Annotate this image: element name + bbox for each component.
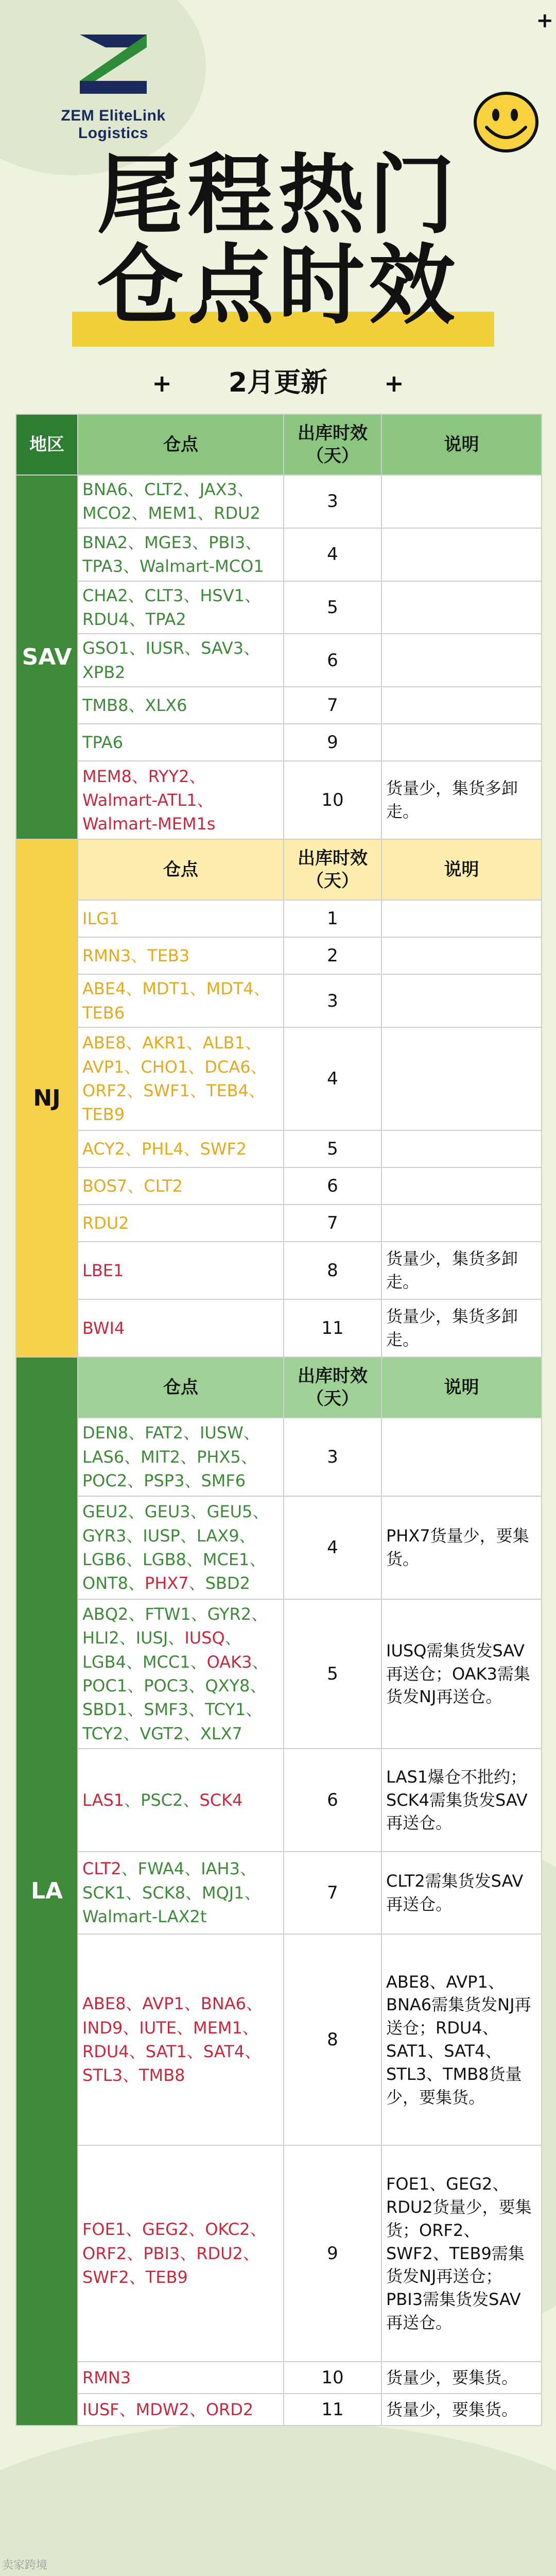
subtitle-text: 2月更新: [228, 367, 328, 398]
days-cell: 10: [284, 761, 381, 839]
warehouse-cell: IUSF、MDW2、ORD2: [78, 2394, 284, 2426]
table-row: [16, 581, 542, 634]
note-cell: [381, 1130, 542, 1167]
table-header-row: [16, 414, 542, 475]
warehouse-code: SCK4: [199, 1790, 243, 1810]
header-note: 说明: [381, 414, 542, 475]
note-cell: 货量少，集货多卸走。: [381, 761, 542, 839]
warehouse-cell: FOE1、GEG2、OKC2、ORF2、PBI3、RDU2、SWF2、TEB9: [78, 2145, 284, 2362]
table-row: [16, 687, 542, 724]
table-header-row: [16, 839, 542, 900]
table-row: [16, 1299, 542, 1357]
table-row: [16, 475, 542, 528]
note-cell: 货量少，集货多卸走。: [381, 1299, 542, 1357]
days-cell: 5: [284, 581, 381, 634]
page-title-line1: 尾程热门: [97, 145, 459, 246]
region-cell: SAV: [16, 475, 78, 839]
warehouse-cell: BNA2、MGE3、PBI3、TPA3、Walmart-MCO1: [78, 528, 284, 581]
table-row: [16, 724, 542, 761]
days-cell: 11: [284, 2394, 381, 2426]
days-cell: 3: [284, 1418, 381, 1496]
days-cell: 10: [284, 2362, 381, 2394]
header-note: 说明: [381, 839, 542, 900]
timing-table: [15, 414, 542, 2426]
days-cell: 4: [284, 528, 381, 581]
table-row: [16, 1167, 542, 1205]
days-cell: 6: [284, 1167, 381, 1205]
days-cell: 5: [284, 1130, 381, 1167]
table-row: [16, 634, 542, 687]
smiley-icon: [471, 90, 541, 155]
table-row: [16, 974, 542, 1027]
warehouse-cell: BNA6、CLT2、JAX3、MCO2、MEM1、RDU2: [78, 475, 284, 528]
table-header-row: [16, 1357, 542, 1418]
header-days: 出库时效（天）: [284, 1357, 381, 1418]
warehouse-code: 、FWA4、IAH3、SCK1、SCK8、MQJ1、Walmart-LAX2t: [82, 1859, 261, 1927]
footer: [0, 2550, 556, 2576]
days-cell: 2: [284, 937, 381, 974]
note-cell: 货量少，要集货。: [381, 2394, 542, 2426]
warehouse-cell: TPA6: [78, 724, 284, 761]
warehouse-cell: ABE4、MDT1、MDT4、TEB6: [78, 974, 284, 1027]
note-cell: [381, 974, 542, 1027]
table-row: [16, 528, 542, 581]
timing-table-container: [15, 414, 541, 2426]
note-cell: [381, 634, 542, 687]
warehouse-code: PHX7: [145, 1573, 189, 1594]
days-cell: 6: [284, 634, 381, 687]
warehouse-cell: LBE1: [78, 1242, 284, 1299]
table-row: [16, 2145, 542, 2362]
table-row: [16, 2394, 542, 2426]
table-row: [16, 1027, 542, 1130]
warehouse-cell: RMN3: [78, 2362, 284, 2394]
header-region: 地区: [16, 414, 78, 475]
warehouse-cell: RDU2: [78, 1205, 284, 1242]
table-row: [16, 2362, 542, 2394]
header-warehouse: 仓点: [78, 839, 284, 900]
note-cell: IUSQ需集货发SAV再送仓；OAK3需集货发NJ再送仓。: [381, 1599, 542, 1749]
note-cell: CLT2需集货发SAV再送仓。: [381, 1852, 542, 1934]
note-cell: LAS1爆仓不批约；SCK4需集货发SAV再送仓。: [381, 1749, 542, 1852]
warehouse-cell: DEN8、FAT2、IUSW、LAS6、MIT2、PHX5、POC2、PSP3、SMF6: [78, 1418, 284, 1496]
table-row: [16, 761, 542, 839]
page-title-line2: 仓点时效: [97, 235, 459, 336]
warehouse-cell: [78, 1496, 284, 1599]
note-cell: [381, 900, 542, 937]
warehouse-cell: [78, 1852, 284, 1934]
table-row: [16, 1418, 542, 1496]
warehouse-cell: ABE8、AKR1、ALB1、AVP1、CHO1、DCA6、ORF2、SWF1、TEB4、TEB9: [78, 1027, 284, 1130]
header-days: 出库时效（天）: [284, 414, 381, 475]
header-warehouse: 仓点: [78, 414, 284, 475]
warehouse-code: GEU2、GEU3、GEU5、GYR3、IUSP、LAX9、LGB6、LGB8、MCE1、ONT8、: [82, 1502, 269, 1594]
days-cell: 1: [284, 900, 381, 937]
warehouse-cell: ILG1: [78, 900, 284, 937]
warehouse-cell: RMN3、TEB3: [78, 937, 284, 974]
warehouse-code: 、SBD2: [188, 1573, 250, 1594]
header-warehouse: 仓点: [78, 1357, 284, 1418]
warehouse-cell: MEM8、RYY2、Walmart-ATL1、Walmart-MEM1s: [78, 761, 284, 839]
warehouse-code: 、LGB4、MCC1、: [82, 1628, 241, 1672]
note-cell: [381, 937, 542, 974]
note-cell: PHX7货量少，要集货。: [381, 1496, 542, 1599]
note-cell: [381, 1418, 542, 1496]
warehouse-code: LAS1: [82, 1790, 125, 1810]
region-cell: LA: [16, 1357, 78, 2426]
region-cell: NJ: [16, 839, 78, 1357]
warehouse-cell: ABE8、AVP1、BNA6、IND9、IUTE、MEM1、RDU4、SAT1、SAT4、STL3、TMB8: [78, 1934, 284, 2145]
subtitle: [0, 361, 556, 399]
days-cell: 3: [284, 475, 381, 528]
warehouse-code: 、POC1、POC3、QXY8、SBD1、SMF3、TCY1、TCY2、VGT2、XLX7: [82, 1652, 269, 1743]
table-row: [16, 900, 542, 937]
table-row: [16, 1934, 542, 2145]
plus-left-icon: +: [152, 369, 172, 397]
days-cell: 7: [284, 1205, 381, 1242]
days-cell: 7: [284, 687, 381, 724]
note-cell: [381, 475, 542, 528]
table-row: [16, 1130, 542, 1167]
days-cell: 7: [284, 1852, 381, 1934]
header: [0, 0, 556, 412]
plus-right-icon: +: [384, 369, 404, 397]
table-row: [16, 1749, 542, 1852]
warehouse-cell: BWI4: [78, 1299, 284, 1357]
header-note: 说明: [381, 1357, 542, 1418]
days-cell: 6: [284, 1749, 381, 1852]
warehouse-cell: BOS7、CLT2: [78, 1167, 284, 1205]
warehouse-cell: TMB8、XLX6: [78, 687, 284, 724]
warehouse-code: IUSQ: [184, 1628, 225, 1648]
days-cell: 11: [284, 1299, 381, 1357]
days-cell: 9: [284, 2145, 381, 2362]
plus-decoration-icon: +: [536, 9, 553, 32]
warehouse-cell: CHA2、CLT3、HSV1、RDU4、TPA2: [78, 581, 284, 634]
note-cell: FOE1、GEG2、RDU2货量少，要集货；ORF2、SWF2、TEB9需集货发NJ再送仓；PBI3需集货发SAV再送仓。: [381, 2145, 542, 2362]
days-cell: 4: [284, 1496, 381, 1599]
note-cell: [381, 581, 542, 634]
note-cell: 货量少，要集货。: [381, 2362, 542, 2394]
note-cell: ABE8、AVP1、BNA6需集货发NJ再送仓；RDU4、SAT1、SAT4、STL3、TMB8货量少，要集货。: [381, 1934, 542, 2145]
days-cell: 3: [284, 974, 381, 1027]
days-cell: 8: [284, 1934, 381, 2145]
note-cell: [381, 528, 542, 581]
note-cell: [381, 1205, 542, 1242]
warehouse-cell: GSO1、IUSR、SAV3、XPB2: [78, 634, 284, 687]
note-cell: [381, 687, 542, 724]
table-row: [16, 1852, 542, 1934]
warehouse-cell: ACY2、PHL4、SWF2: [78, 1130, 284, 1167]
days-cell: 4: [284, 1027, 381, 1130]
warehouse-code: ABQ2、FTW1、GYR2、HLI2、IUSJ、: [82, 1604, 268, 1648]
warehouse-cell: [78, 1599, 284, 1749]
table-row: [16, 1599, 542, 1749]
days-cell: 5: [284, 1599, 381, 1749]
note-cell: [381, 1167, 542, 1205]
table-row: [16, 1242, 542, 1299]
table-row: [16, 1205, 542, 1242]
watermark: 卖家跨境: [2, 2559, 48, 2572]
note-cell: [381, 1027, 542, 1130]
warehouse-code: 、PSC2、: [124, 1790, 200, 1810]
zem-logo-icon: [75, 32, 152, 96]
days-cell: 9: [284, 724, 381, 761]
header-days: 出库时效（天）: [284, 839, 381, 900]
note-cell: [381, 724, 542, 761]
warehouse-code: CLT2: [82, 1859, 121, 1879]
note-cell: 货量少，集货多卸走。: [381, 1242, 542, 1299]
days-cell: 8: [284, 1242, 381, 1299]
warehouse-code: OAK3: [206, 1652, 252, 1672]
warehouse-cell: [78, 1749, 284, 1852]
table-row: [16, 937, 542, 974]
brand-name: ZEM EliteLink Logistics: [61, 107, 166, 142]
table-row: [16, 1496, 542, 1599]
